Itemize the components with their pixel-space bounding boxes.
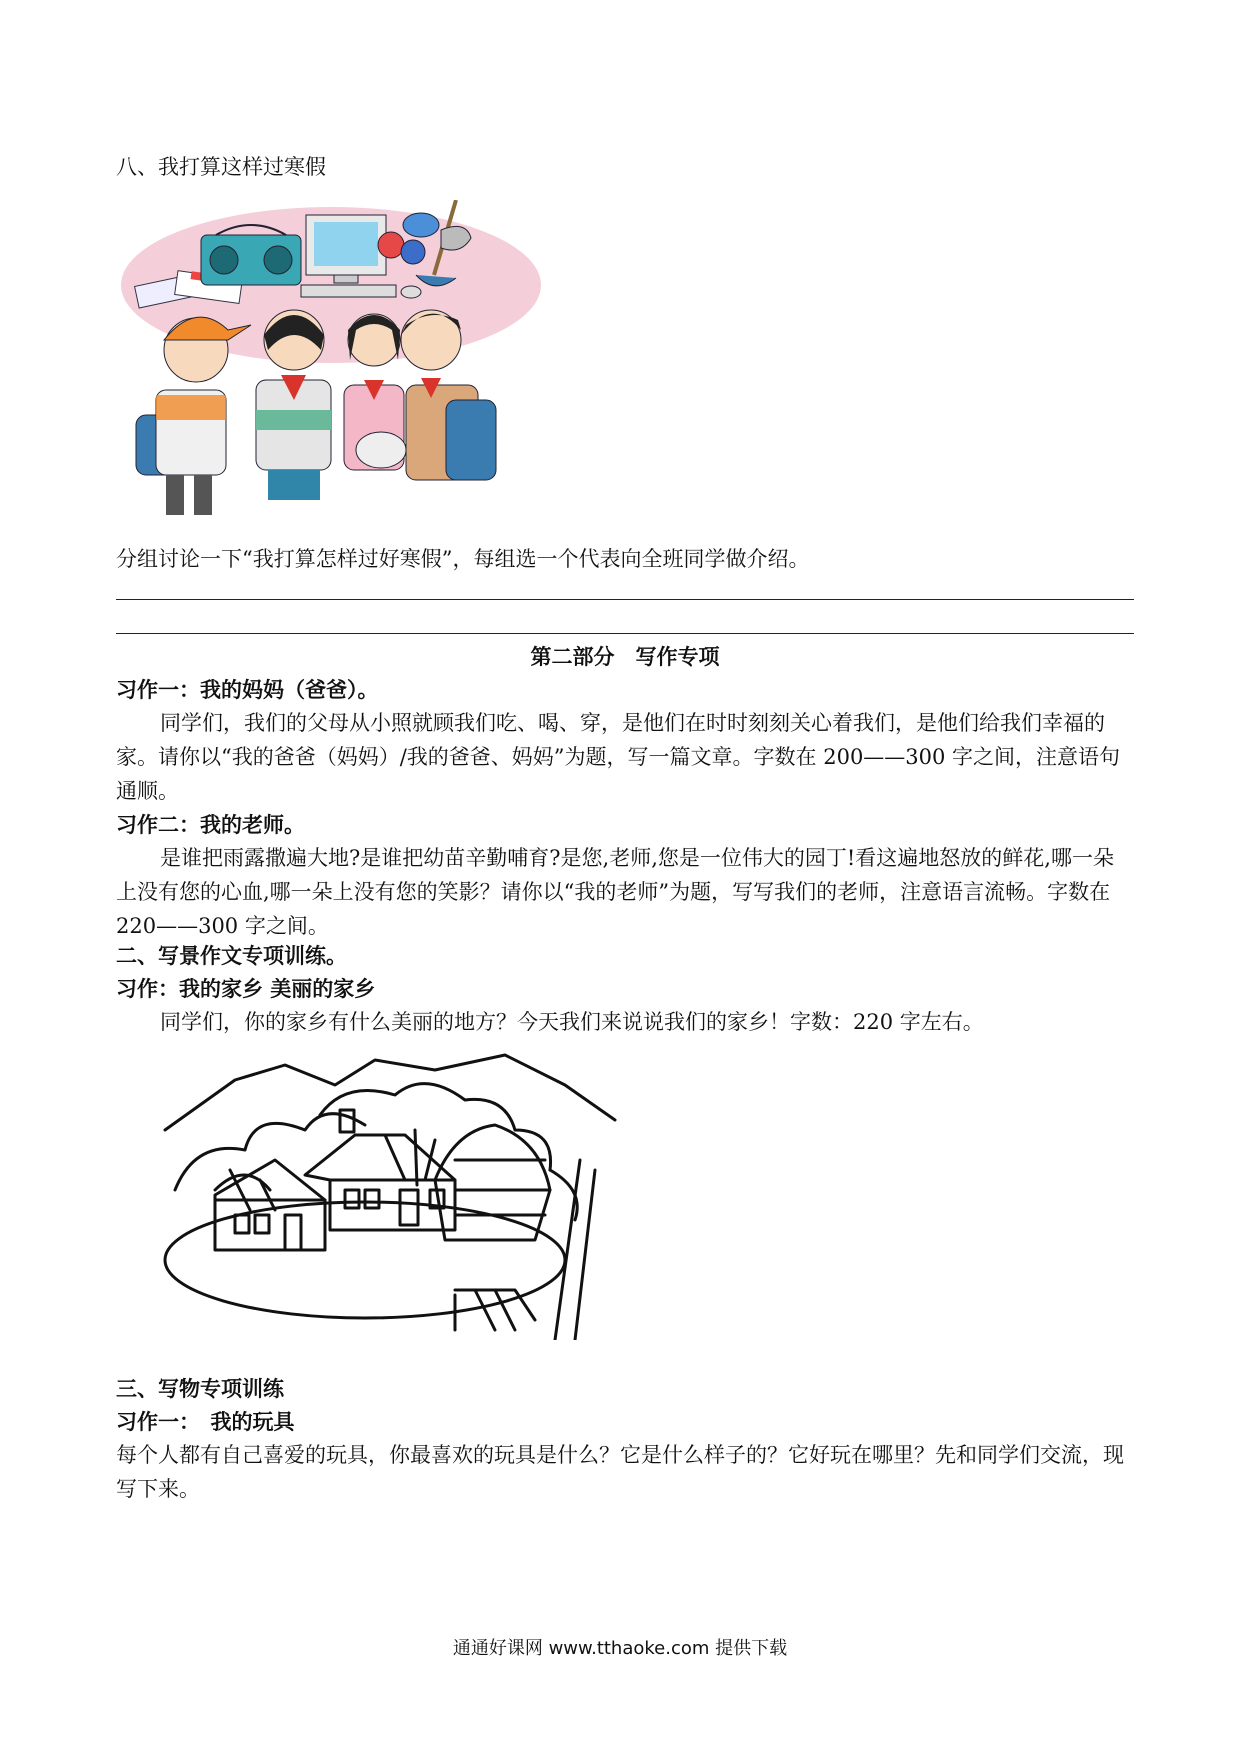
scenery-body: 同学们，你的家乡有什么美丽的地方？今天我们来说说我们的家乡！字数：220 字左右。: [160, 1010, 984, 1034]
children-figures: [136, 310, 496, 515]
essay1-body: 同学们，我们的父母从小照就顾我们吃、喝、穿，是他们在时时刻刻关心着我们，是他们给我们幸福的家。请你以“我的爸爸（妈妈）/我的爸爸、妈妈”为题，写一篇文章。字数在 200——300 字之间，注意语句通顺。: [116, 711, 1121, 803]
essay1-heading: 习作一：我的妈妈（爸爸）。: [116, 677, 379, 702]
answer-line: [116, 633, 1134, 634]
winter-break-illustration: [116, 200, 546, 530]
footer-credit: 通通好课网 www.tthaoke.com 提供下载: [452, 1638, 788, 1659]
object-heading: 三、写物专项训练: [116, 1376, 284, 1401]
discussion-prompt: 分组讨论一下“我打算怎样过好寒假”，每组选一个代表向全班同学做介绍。: [116, 547, 810, 571]
section8-heading: 八、我打算这样过寒假: [116, 155, 326, 179]
object-task: 习作一： 我的玩具: [116, 1409, 295, 1434]
scenery-heading: 二、写景作文专项训练。: [116, 943, 347, 968]
answer-line: [116, 599, 1134, 600]
object-body: 每个人都有自己喜爱的玩具，你最喜欢的玩具是什么？它是什么样子的？它好玩在哪里？先和同学们交流，现写下来。: [116, 1443, 1124, 1501]
scenery-task: 习作：我的家乡 美丽的家乡: [116, 976, 376, 1001]
essay2-body: 是谁把雨露撒遍大地?是谁把幼苗辛勤哺育?是您,老师,您是一位伟大的园丁!看这遍地怒放的鲜花,哪一朵上没有您的心血,哪一朵上没有您的笑影？请你以“我的老师”为题，写写我们的老师，注意语言流畅。字数在 220——300 字之间。: [116, 846, 1114, 938]
hometown-illustration: [155, 1040, 635, 1340]
essay2-heading: 习作二：我的老师。: [116, 812, 305, 837]
part2-title: 第二部分 写作专项: [530, 644, 720, 669]
